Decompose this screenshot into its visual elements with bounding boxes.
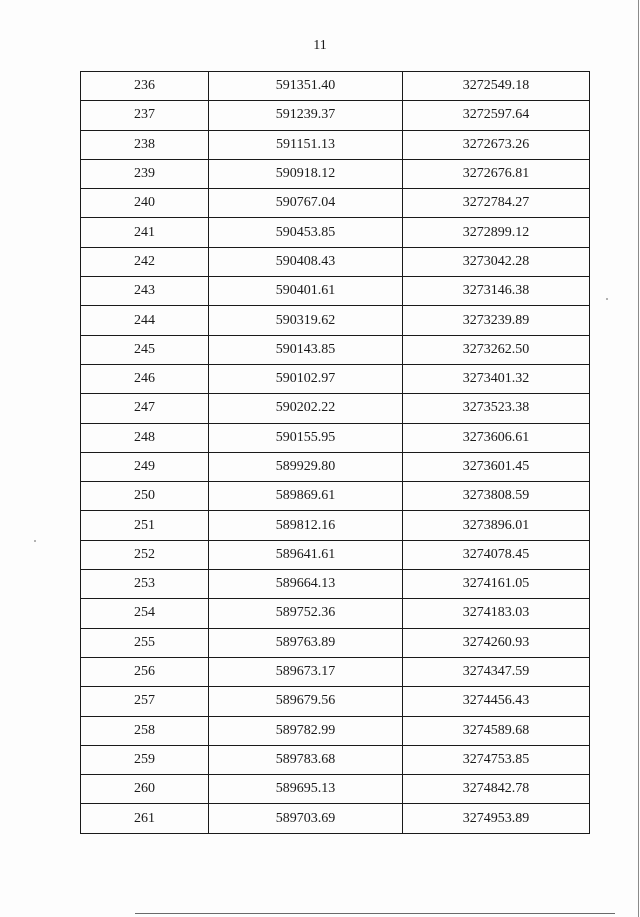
point-id-cell: 246 (81, 364, 209, 393)
page-edge-bottom (135, 913, 615, 914)
table-row (81, 716, 590, 745)
table-row (81, 511, 590, 540)
table-row (81, 687, 590, 716)
y-coordinate-cell: 3273808.59 (403, 482, 590, 511)
y-coordinate-cell: 3272784.27 (403, 189, 590, 218)
table-row (81, 277, 590, 306)
point-id-cell: 254 (81, 599, 209, 628)
table-row (81, 159, 590, 188)
table-row (81, 101, 590, 130)
y-coordinate-cell: 3273146.38 (403, 277, 590, 306)
y-coordinate-cell: 3273262.50 (403, 335, 590, 364)
table-row (81, 72, 590, 101)
y-coordinate-cell: 3274161.05 (403, 570, 590, 599)
point-id-cell: 241 (81, 218, 209, 247)
x-coordinate-cell: 590319.62 (209, 306, 403, 335)
x-coordinate-cell: 589782.99 (209, 716, 403, 745)
point-id-cell: 256 (81, 657, 209, 686)
table-row (81, 189, 590, 218)
y-coordinate-cell: 3274842.78 (403, 775, 590, 804)
table-row (81, 628, 590, 657)
x-coordinate-cell: 591151.13 (209, 130, 403, 159)
table-row (81, 423, 590, 452)
x-coordinate-cell: 590453.85 (209, 218, 403, 247)
x-coordinate-cell: 589679.56 (209, 687, 403, 716)
x-coordinate-cell: 589763.89 (209, 628, 403, 657)
y-coordinate-cell: 3273401.32 (403, 364, 590, 393)
x-coordinate-cell: 590918.12 (209, 159, 403, 188)
table-row (81, 745, 590, 774)
x-coordinate-cell: 590102.97 (209, 364, 403, 393)
point-id-cell: 238 (81, 130, 209, 159)
x-coordinate-cell: 590155.95 (209, 423, 403, 452)
page-edge-right (638, 0, 639, 917)
x-coordinate-cell: 589812.16 (209, 511, 403, 540)
y-coordinate-cell: 3273606.61 (403, 423, 590, 452)
point-id-cell: 251 (81, 511, 209, 540)
point-id-cell: 253 (81, 570, 209, 599)
table-row (81, 482, 590, 511)
table-row (81, 247, 590, 276)
x-coordinate-cell: 591351.40 (209, 72, 403, 101)
point-id-cell: 258 (81, 716, 209, 745)
y-coordinate-cell: 3272597.64 (403, 101, 590, 130)
y-coordinate-cell: 3274183.03 (403, 599, 590, 628)
point-id-cell: 237 (81, 101, 209, 130)
y-coordinate-cell: 3273601.45 (403, 452, 590, 481)
table-row (81, 364, 590, 393)
x-coordinate-cell: 589641.61 (209, 540, 403, 569)
point-id-cell: 240 (81, 189, 209, 218)
table-row (81, 570, 590, 599)
y-coordinate-cell: 3274078.45 (403, 540, 590, 569)
point-id-cell: 260 (81, 775, 209, 804)
y-coordinate-cell: 3274589.68 (403, 716, 590, 745)
x-coordinate-cell: 590408.43 (209, 247, 403, 276)
point-id-cell: 248 (81, 423, 209, 452)
point-id-cell: 244 (81, 306, 209, 335)
point-id-cell: 255 (81, 628, 209, 657)
point-id-cell: 242 (81, 247, 209, 276)
point-id-cell: 250 (81, 482, 209, 511)
table-row (81, 775, 590, 804)
x-coordinate-cell: 590401.61 (209, 277, 403, 306)
point-id-cell: 245 (81, 335, 209, 364)
x-coordinate-cell: 589869.61 (209, 482, 403, 511)
coordinate-table-body (81, 72, 590, 834)
table-row (81, 130, 590, 159)
point-id-cell: 259 (81, 745, 209, 774)
x-coordinate-cell: 589783.68 (209, 745, 403, 774)
point-id-cell: 249 (81, 452, 209, 481)
scan-speck (34, 540, 36, 542)
x-coordinate-cell: 590202.22 (209, 394, 403, 423)
y-coordinate-cell: 3272676.81 (403, 159, 590, 188)
x-coordinate-cell: 589703.69 (209, 804, 403, 833)
y-coordinate-cell: 3273523.38 (403, 394, 590, 423)
y-coordinate-cell: 3274456.43 (403, 687, 590, 716)
table-row (81, 394, 590, 423)
table-row (81, 657, 590, 686)
y-coordinate-cell: 3272549.18 (403, 72, 590, 101)
scan-speck (606, 298, 608, 300)
y-coordinate-cell: 3274260.93 (403, 628, 590, 657)
x-coordinate-cell: 590143.85 (209, 335, 403, 364)
y-coordinate-cell: 3273239.89 (403, 306, 590, 335)
point-id-cell: 236 (81, 72, 209, 101)
y-coordinate-cell: 3272899.12 (403, 218, 590, 247)
y-coordinate-cell: 3273042.28 (403, 247, 590, 276)
table-row (81, 306, 590, 335)
y-coordinate-cell: 3272673.26 (403, 130, 590, 159)
point-id-cell: 239 (81, 159, 209, 188)
y-coordinate-cell: 3273896.01 (403, 511, 590, 540)
x-coordinate-cell: 591239.37 (209, 101, 403, 130)
table-row (81, 599, 590, 628)
table-row (81, 218, 590, 247)
x-coordinate-cell: 589695.13 (209, 775, 403, 804)
x-coordinate-cell: 589673.17 (209, 657, 403, 686)
x-coordinate-cell: 590767.04 (209, 189, 403, 218)
x-coordinate-cell: 589929.80 (209, 452, 403, 481)
coordinate-table (80, 71, 590, 834)
point-id-cell: 247 (81, 394, 209, 423)
y-coordinate-cell: 3274347.59 (403, 657, 590, 686)
x-coordinate-cell: 589752.36 (209, 599, 403, 628)
table-row (81, 335, 590, 364)
table-row (81, 804, 590, 833)
y-coordinate-cell: 3274953.89 (403, 804, 590, 833)
table-row (81, 452, 590, 481)
table-row (81, 540, 590, 569)
point-id-cell: 257 (81, 687, 209, 716)
point-id-cell: 252 (81, 540, 209, 569)
x-coordinate-cell: 589664.13 (209, 570, 403, 599)
point-id-cell: 243 (81, 277, 209, 306)
point-id-cell: 261 (81, 804, 209, 833)
page-number: 11 (313, 38, 327, 53)
y-coordinate-cell: 3274753.85 (403, 745, 590, 774)
